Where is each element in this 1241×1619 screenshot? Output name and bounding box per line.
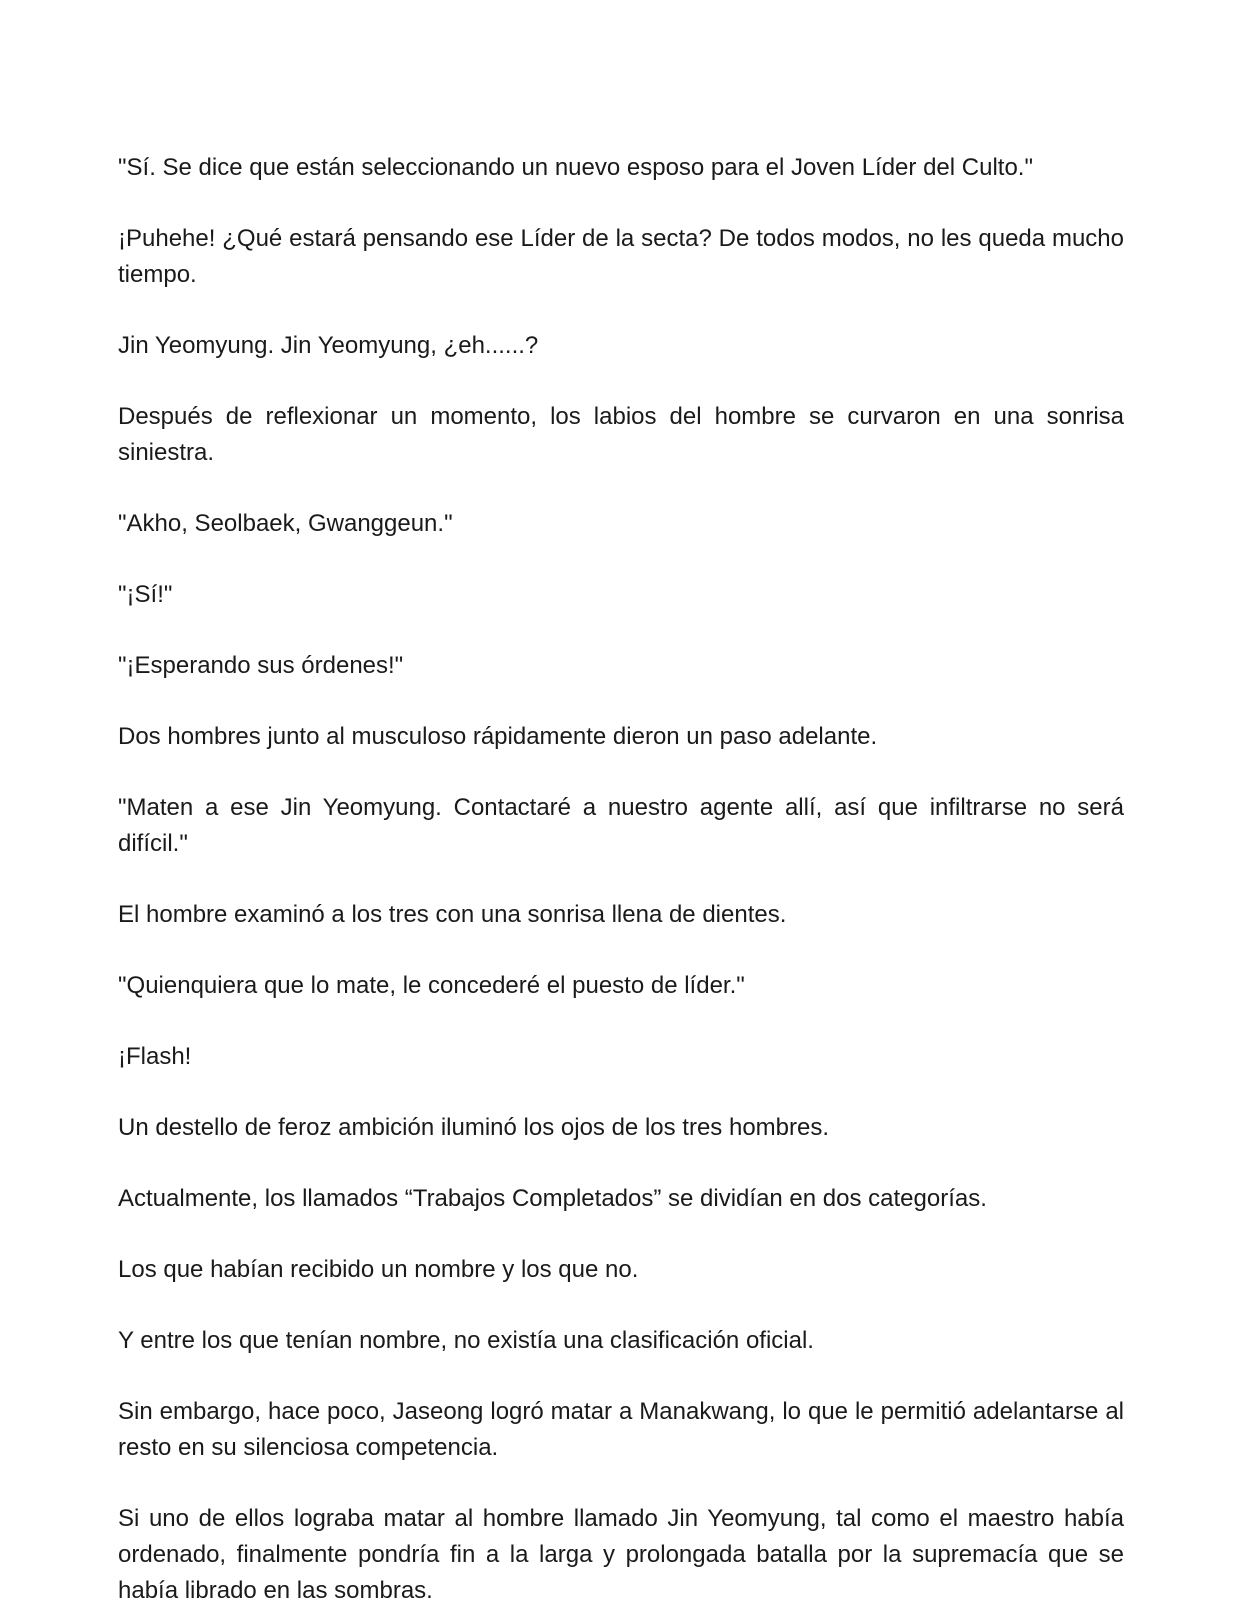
paragraph: Dos hombres junto al musculoso rápidamente dieron un paso adelante. (118, 723, 878, 750)
paragraph: "¡Esperando sus órdenes!" (118, 652, 404, 679)
document-page (118, 150, 1124, 1609)
paragraph: "¡Sí!" (118, 581, 173, 608)
paragraph: ¡Flash! (118, 1043, 192, 1070)
paragraph: "Sí. Se dice que están seleccionando un nuevo esposo para el Joven Líder del Culto." (118, 154, 1033, 181)
paragraph: Y entre los que tenían nombre, no existía una clasificación oficial. (118, 1327, 814, 1354)
paragraph: Sin embargo, hace poco, Jaseong logró matar a Manakwang, lo que le permitió adelantarse al resto en su silenciosa competencia. (118, 1398, 1124, 1461)
paragraph: Si uno de ellos lograba matar al hombre llamado Jin Yeomyung, tal como el maestro había ordenado, finalmente pondría fin a la larga y prolongada batalla por la supremacía que se había librado en las sombras. (118, 1505, 1124, 1604)
paragraph: El hombre examinó a los tres con una sonrisa llena de dientes. (118, 901, 787, 928)
paragraph: "Akho, Seolbaek, Gwanggeun." (118, 510, 453, 537)
paragraph: Actualmente, los llamados “Trabajos Completados” se dividían en dos categorías. (118, 1185, 987, 1212)
paragraph: Jin Yeomyung. Jin Yeomyung, ¿eh......? (118, 332, 539, 359)
paragraph: Un destello de feroz ambición iluminó los ojos de los tres hombres. (118, 1114, 830, 1141)
paragraph: "Quienquiera que lo mate, le concederé el puesto de líder." (118, 972, 745, 999)
paragraph: Los que habían recibido un nombre y los que no. (118, 1256, 639, 1283)
paragraph: Después de reflexionar un momento, los labios del hombre se curvaron en una sonrisa siniestra. (118, 403, 1124, 466)
paragraph: "Maten a ese Jin Yeomyung. Contactaré a nuestro agente allí, así que infiltrarse no será difícil." (118, 794, 1124, 857)
paragraph: ¡Puhehe! ¿Qué estará pensando ese Líder de la secta? De todos modos, no les queda mucho tiempo. (118, 225, 1124, 288)
